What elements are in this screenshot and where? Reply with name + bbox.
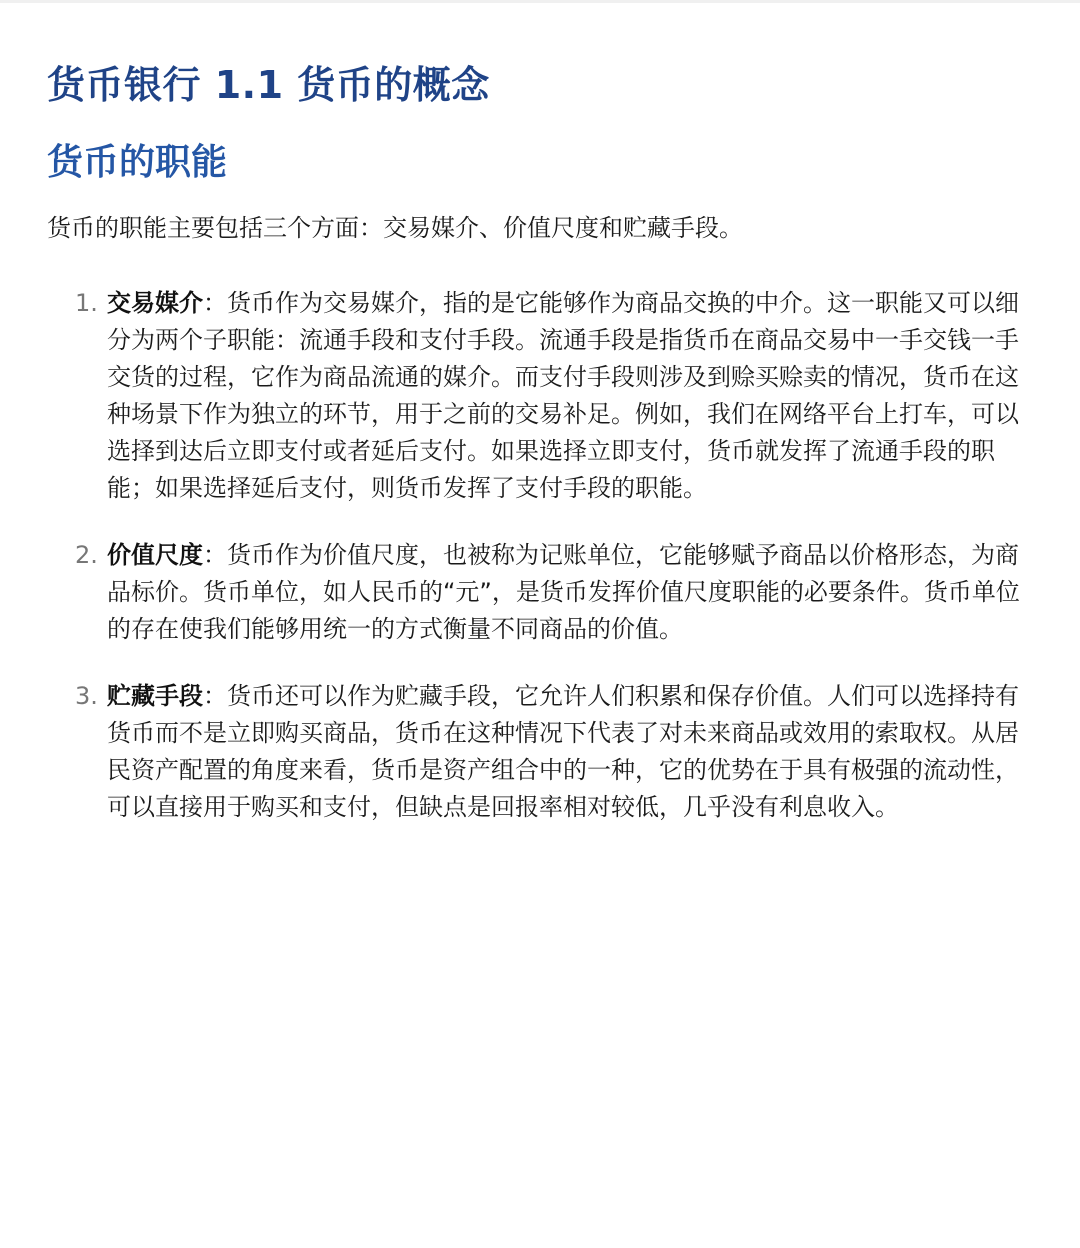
list-term: 价值尺度 [107, 541, 203, 569]
list-number: 1. [75, 289, 98, 317]
top-divider [0, 0, 1080, 3]
list-item-store-of-value [47, 678, 1037, 826]
list-term: 贮藏手段 [107, 682, 203, 710]
functions-list [47, 285, 1037, 826]
list-item-value-measure [47, 537, 1037, 648]
list-term: 交易媒介 [107, 289, 203, 317]
list-text: ：货币作为价值尺度，也被称为记账单位，它能够赋予商品以价格形态，为商品标价。货币单位，如人民币的“元”，是货币发挥价值尺度职能的必要条件。货币单位的存在使我们能够用统一的方式衡量不同商品的价值。 [107, 541, 1020, 643]
list-text: ：货币作为交易媒介，指的是它能够作为商品交换的中介。这一职能又可以细分为两个子职能：流通手段和支付手段。流通手段是指货币在商品交易中一手交钱一手交货的过程，它作为商品流通的媒介。而支付手段则涉及到赊买赊卖的情况，货币在这种场景下作为独立的环节，用于之前的交易补足。例如，我们在网络平台上打车，可以选择到达后立即支付或者延后支付。如果选择立即支付，货币就发挥了流通手段的职能；如果选择延后支付，则货币发挥了支付手段的职能。 [107, 289, 1019, 502]
intro-paragraph: 货币的职能主要包括三个方面：交易媒介、价值尺度和贮藏手段。 [47, 214, 743, 242]
page-title: 货币银行 1.1 货币的概念 [47, 63, 490, 107]
list-text: ：货币还可以作为贮藏手段，它允许人们积累和保存价值。人们可以选择持有货币而不是立即购买商品，货币在这种情况下代表了对未来商品或效用的索取权。从居民资产配置的角度来看，货币是资产组合中的一种，它的优势在于具有极强的流动性，可以直接用于购买和支付，但缺点是回报率相对较低，几乎没有利息收入。 [107, 682, 1019, 821]
list-number: 3. [75, 682, 98, 710]
list-item-exchange-medium [47, 285, 1037, 507]
section-title: 货币的职能 [47, 142, 228, 183]
list-number: 2. [75, 541, 98, 569]
document-body [47, 56, 1037, 856]
